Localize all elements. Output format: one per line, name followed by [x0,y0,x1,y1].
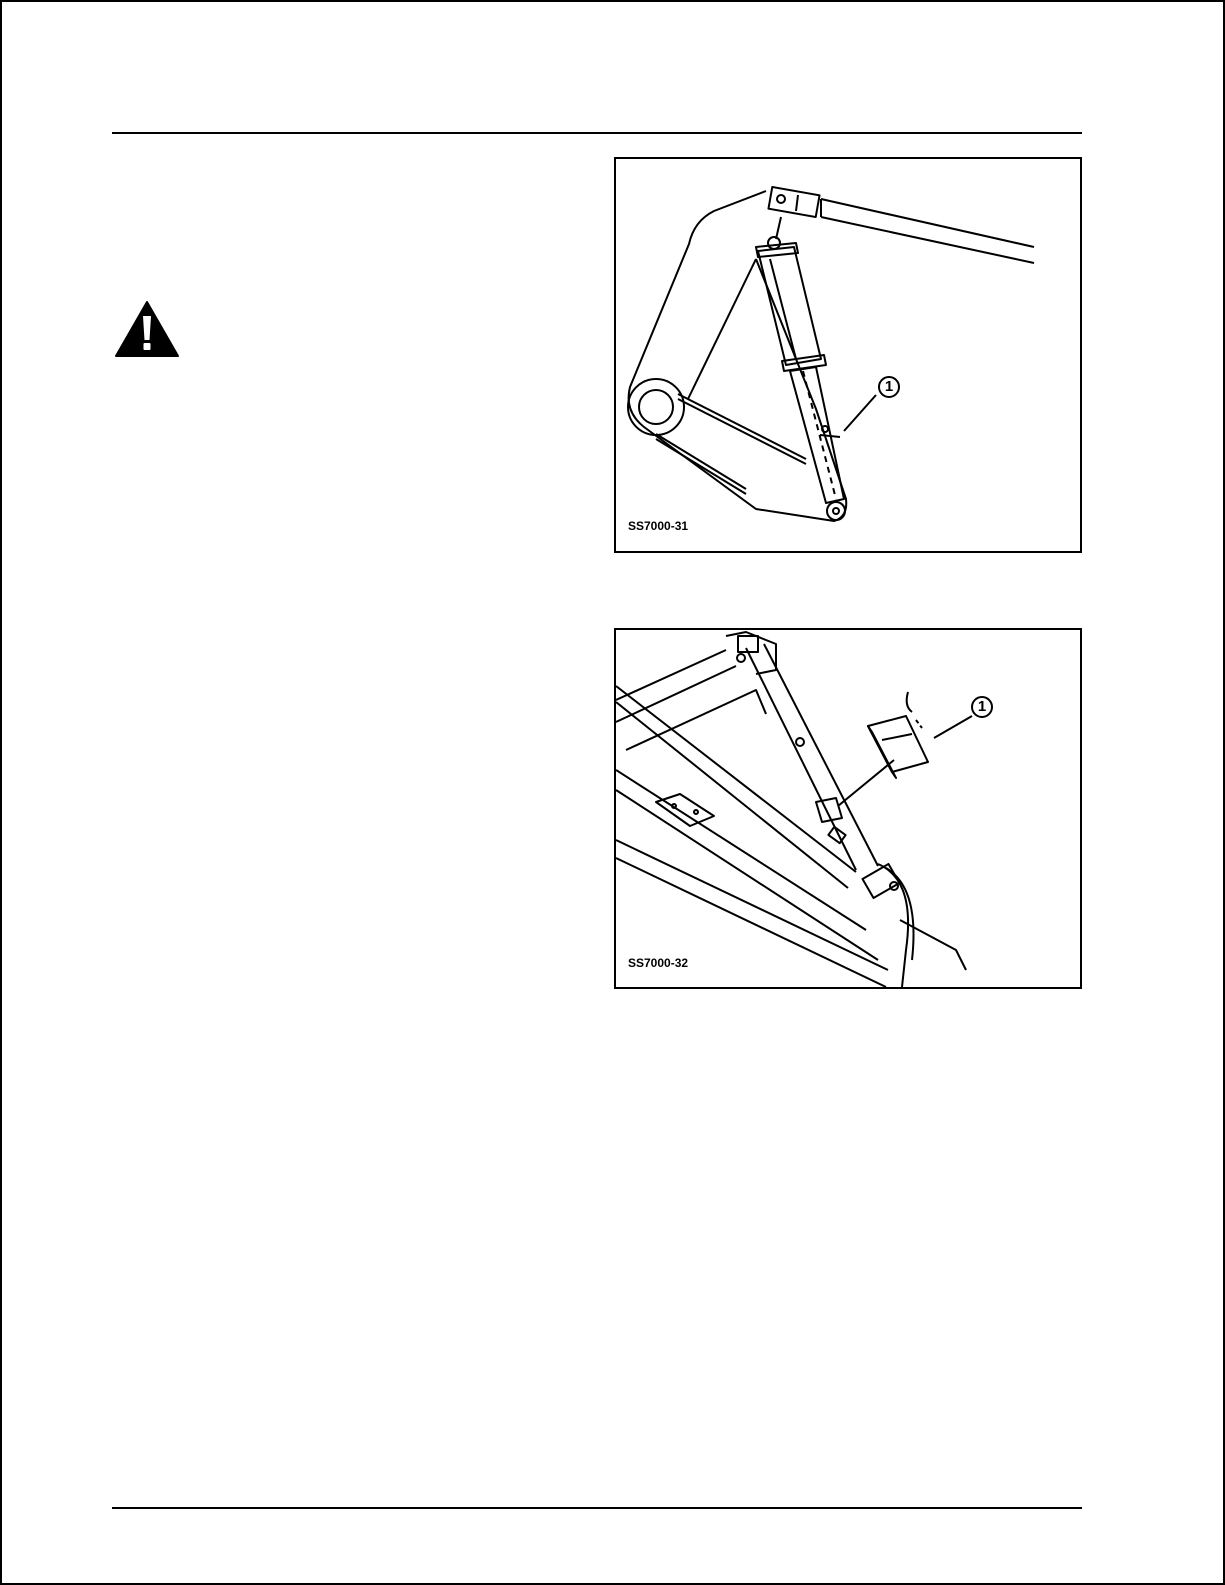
figure-code: SS7000-32 [628,956,689,970]
callout-number: 1 [878,376,900,398]
figure-code: SS7000-31 [628,519,689,533]
figure-ss7000-32 [614,628,1082,989]
figure-ss7000-31 [614,157,1082,553]
header-rule [112,132,1082,134]
warning-triangle-icon [114,300,180,358]
footer-rule [112,1507,1082,1509]
hydraulic-cylinder-illustration [616,159,1080,551]
callout-number: 1 [971,696,993,718]
frame-brace-illustration [616,630,1080,987]
